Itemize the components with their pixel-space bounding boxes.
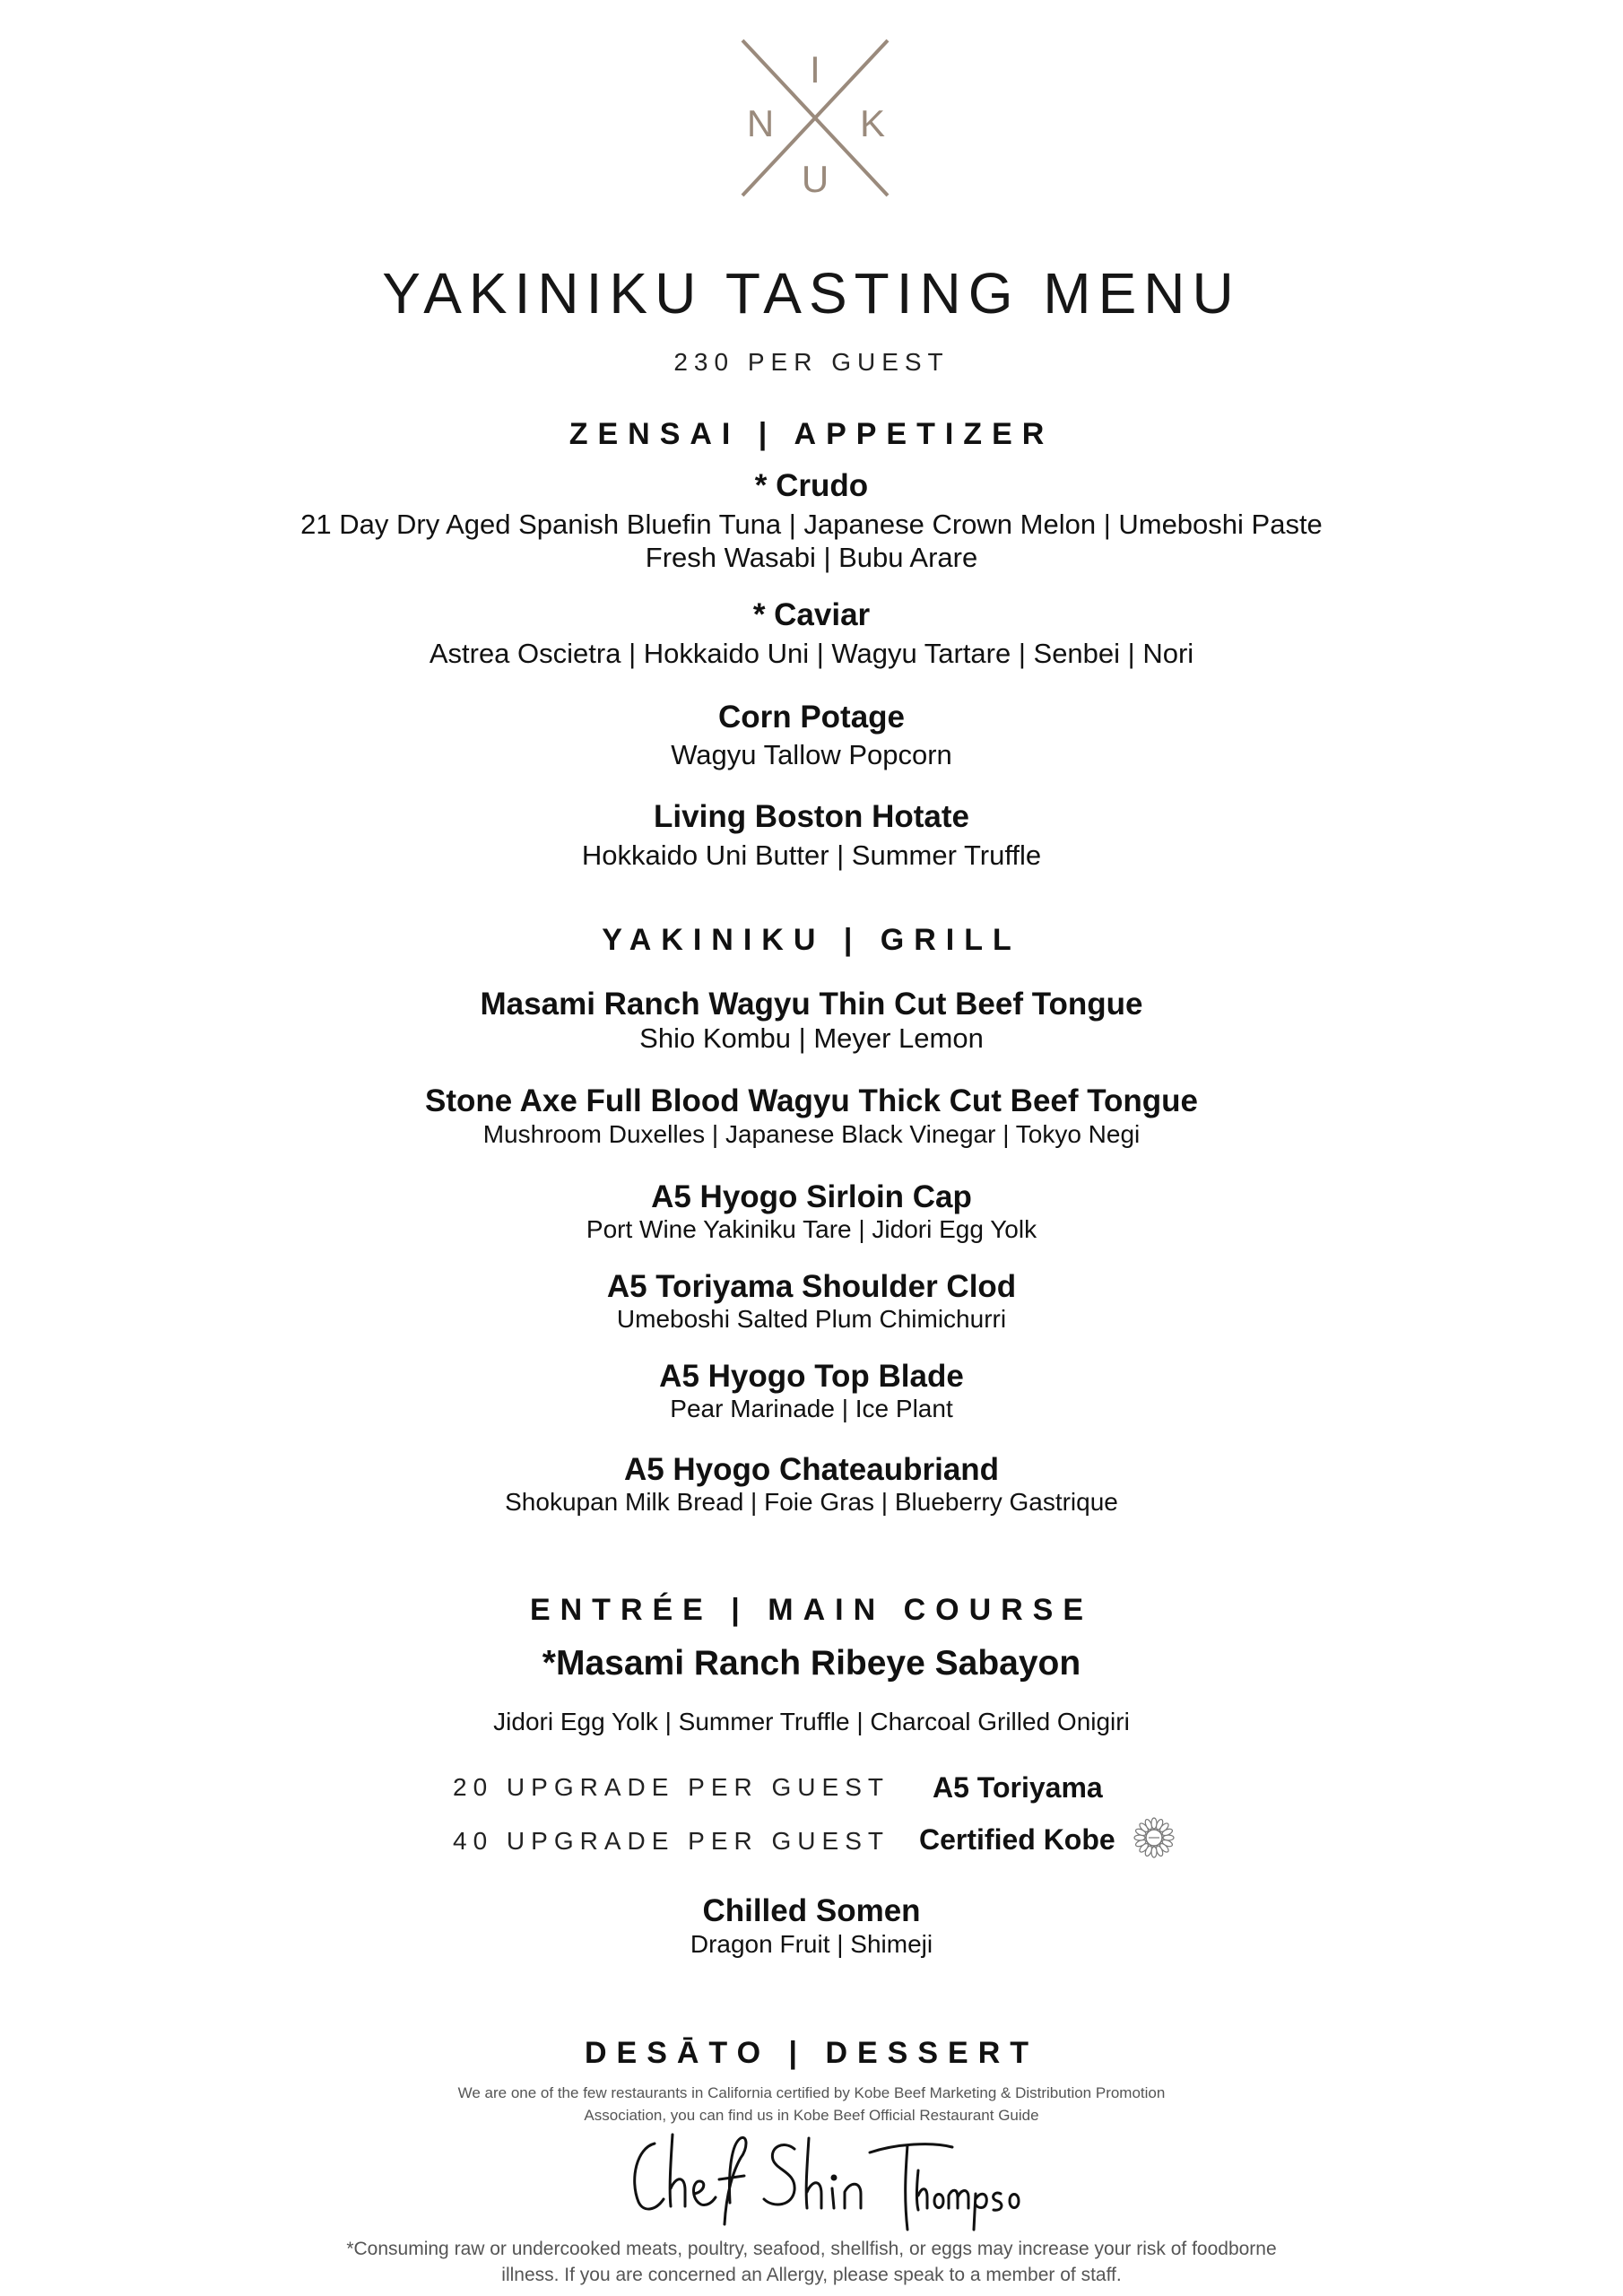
section-grill: YAKINIKU | GRILL (602, 923, 1021, 957)
dish-chilled-somen: Chilled Somen (702, 1893, 921, 1928)
logo-letter-k: K (859, 102, 886, 144)
dish-chilled-somen-desc: Dragon Fruit | Shimeji (690, 1930, 933, 1958)
dish-caviar-desc: Astrea Oscietra | Hokkaido Uni | Wagyu Tartare | Senbei | Nori (429, 638, 1194, 669)
logo-letter-u: U (801, 158, 829, 200)
disclaimer-line-2: illness. If you are concerned an Allergy, please speak to a member of staff. (501, 2265, 1122, 2285)
logo-letter-i: I (810, 48, 820, 91)
inku-logo (733, 36, 895, 202)
section-entree: ENTRÉE | MAIN COURSE (529, 1593, 1094, 1627)
dish-hotate: Living Boston Hotate (654, 799, 969, 834)
menu-title: YAKINIKU TASTING MENU (382, 261, 1241, 326)
menu-price: 230 PER GUEST (673, 348, 950, 376)
disclaimer-line-1: *Consuming raw or undercooked meats, poultry, seafood, shellfish, or eggs may increase your risk of foodborne (346, 2239, 1277, 2259)
dish-crudo: * Crudo (754, 468, 869, 503)
dish-thin-tongue: Masami Ranch Wagyu Thin Cut Beef Tongue (480, 987, 1143, 1022)
dish-crudo-desc-1: 21 Day Dry Aged Spanish Bluefin Tuna | Japanese Crown Melon | Umeboshi Paste (300, 509, 1323, 540)
dish-chateaubriand: A5 Hyogo Chateaubriand (623, 1452, 1000, 1487)
kobe-note-line-1: We are one of the few restaurants in California certified by Kobe Beef Marketing & Distribution Promotion (457, 2084, 1166, 2101)
dish-ribeye-sabayon: *Masami Ranch Ribeye Sabayon (542, 1644, 1081, 1683)
upgrade-label-40: 40 UPGRADE PER GUEST (453, 1827, 890, 1855)
dish-hotate-desc: Hokkaido Uni Butter | Summer Truffle (581, 839, 1042, 871)
dish-crudo-desc-2: Fresh Wasabi | Bubu Arare (645, 542, 978, 573)
dish-chateaubriand-desc: Shokupan Milk Bread | Foie Gras | Blueberry Gastrique (505, 1488, 1118, 1516)
dish-ribeye-sabayon-desc: Jidori Egg Yolk | Summer Truffle | Charcoal Grilled Onigiri (493, 1708, 1130, 1735)
upgrade-item-kobe: Certified Kobe (919, 1823, 1115, 1856)
dish-shoulder-clod-desc: Umeboshi Salted Plum Chimichurri (616, 1305, 1007, 1333)
kobe-chrysanthemum-icon (1132, 1815, 1176, 1860)
upgrade-label-20: 20 UPGRADE PER GUEST (453, 1773, 890, 1801)
dish-corn-potage-desc: Wagyu Tallow Popcorn (671, 739, 952, 770)
dish-thin-tongue-desc: Shio Kombu | Meyer Lemon (639, 1022, 984, 1054)
dish-thick-tongue: Stone Axe Full Blood Wagyu Thick Cut Beef Tongue (424, 1083, 1199, 1118)
dish-corn-potage: Corn Potage (717, 700, 906, 735)
dish-thick-tongue-desc: Mushroom Duxelles | Japanese Black Vinegar | Tokyo Negi (482, 1120, 1141, 1148)
upgrade-item-toriyama: A5 Toriyama (933, 1771, 1103, 1804)
dish-shoulder-clod: A5 Toriyama Shoulder Clod (606, 1269, 1017, 1304)
section-dessert: DESĀTO | DESSERT (584, 2036, 1039, 2070)
dish-sirloin-cap-desc: Port Wine Yakiniku Tare | Jidori Egg Yolk (586, 1215, 1037, 1243)
dish-top-blade: A5 Hyogo Top Blade (659, 1359, 964, 1394)
dish-top-blade-desc: Pear Marinade | Ice Plant (670, 1395, 953, 1422)
dish-sirloin-cap: A5 Hyogo Sirloin Cap (651, 1179, 972, 1214)
logo-letter-n: N (746, 102, 775, 144)
section-appetizer: ZENSAI | APPETIZER (568, 417, 1055, 451)
kobe-note-line-2: Association, you can find us in Kobe Beef Official Restaurant Guide (584, 2107, 1039, 2124)
dish-caviar: * Caviar (752, 597, 871, 632)
chef-signature (619, 2117, 1022, 2233)
